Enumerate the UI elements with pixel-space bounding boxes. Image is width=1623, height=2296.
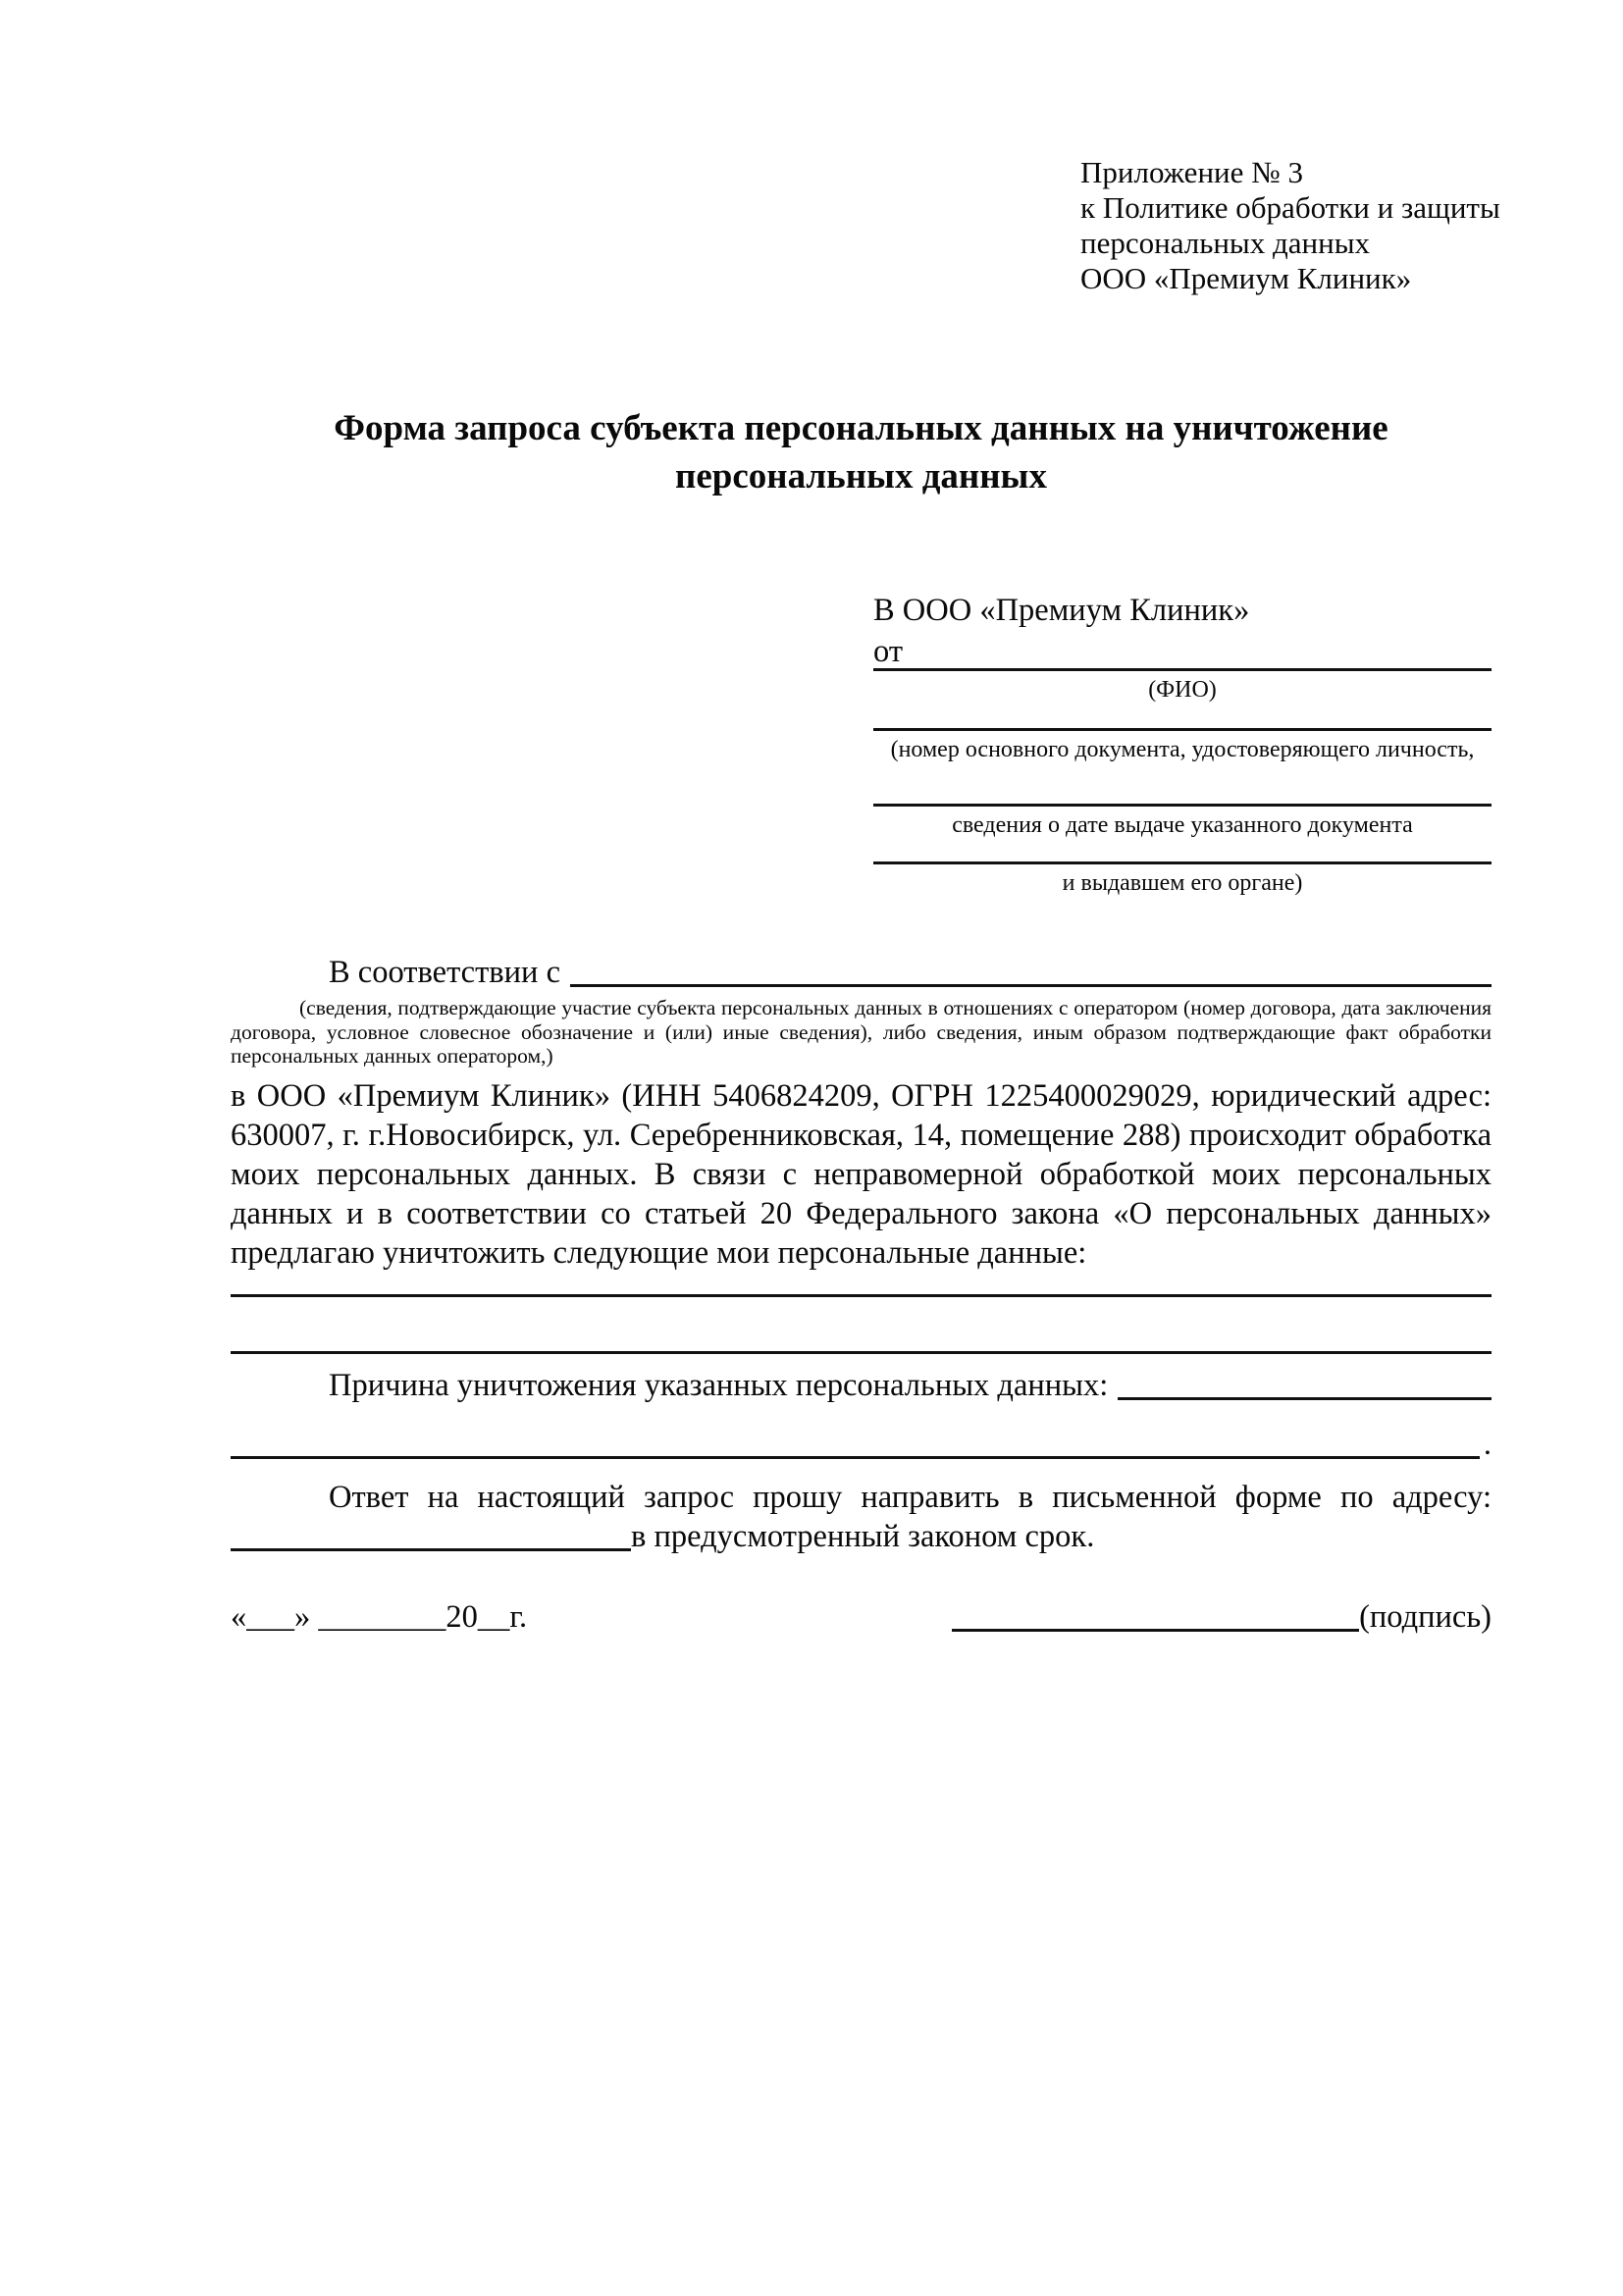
issue-date-field-line [873, 804, 1492, 807]
reason-blank-line [1118, 1397, 1492, 1400]
reason-blank-line-2 [231, 1456, 1480, 1459]
appendix-header [1080, 155, 1500, 296]
reason-row-continued [231, 1425, 1492, 1464]
response-request-text: Ответ на настоящий запрос прошу направить в письменной форме по адресу: [329, 1479, 1492, 1515]
accordance-note: (сведения, подтверждающие участие субъекта персональных данных в отношениях с оператором (номер договора, дата заключения договора, условное словесное обозначение и (или) иные сведения), либо сведения, иным образом подтверждающие факт обработки персональных данных оператором,) [231, 996, 1492, 1068]
reason-period: . [1483, 1426, 1492, 1462]
personal-data-blank-line-1 [231, 1294, 1492, 1297]
signature-block [952, 1597, 1492, 1637]
footer-row [231, 1597, 1492, 1637]
address-blank-line [231, 1548, 631, 1551]
issue-date-caption: сведения о дате выдаче указанного документа [952, 812, 1413, 838]
issuing-authority-field-line [873, 861, 1492, 864]
document-number-field-line [873, 728, 1492, 731]
main-paragraph: в ООО «Премиум Клиник» (ИНН 5406824209, ОГРН 1225400029029, юридический адрес: 630007, г. г.Новосибирск, ул. Серебренниковская, 14, помещение 288) происходит обработка моих персональных данных. В связи с неправомерной обработкой моих персональных данных и в соответствии со статьей 20 Федерального закона «О персональных данных» предлагаю уничтожить следующие мои персональные данные: [231, 1077, 1492, 1271]
response-tail-text: в предусмотренный законом срок. [631, 1518, 1095, 1554]
appendix-header-line: ООО «Премиум Клиник» [1080, 261, 1412, 295]
fio-caption: (ФИО) [1148, 677, 1217, 703]
appendix-header-line: Приложение № 3 [1080, 155, 1303, 189]
appendix-header-line: персональных данных [1080, 226, 1371, 260]
form-title: Форма запроса субъекта персональных данных на уничтожение персональных данных [334, 408, 1388, 496]
reason-row [231, 1366, 1492, 1405]
addressee-from-label: от [873, 634, 904, 669]
accordance-row [231, 953, 1492, 992]
issuing-authority-caption: и выдавшем его органе) [1062, 870, 1303, 896]
response-row-continued [231, 1517, 1492, 1556]
personal-data-blank-line-2 [231, 1351, 1492, 1354]
signature-caption: (подпись) [1359, 1598, 1492, 1635]
date-field: «___» ________20__г. [231, 1598, 528, 1635]
document-number-caption: (номер основного документа, удостоверяющего личность, [890, 737, 1475, 762]
fio-field-line [873, 668, 1492, 671]
addressee-to: В ООО «Премиум Клиник» [873, 593, 1250, 628]
accordance-lead: В соответствии с [329, 955, 560, 990]
accordance-blank-line [570, 984, 1492, 987]
appendix-header-line: к Политике обработки и защиты [1080, 190, 1500, 225]
signature-line [952, 1629, 1359, 1632]
addressee-block [873, 589, 1492, 896]
reason-label: Причина уничтожения указанных персональных данных: [329, 1367, 1109, 1403]
